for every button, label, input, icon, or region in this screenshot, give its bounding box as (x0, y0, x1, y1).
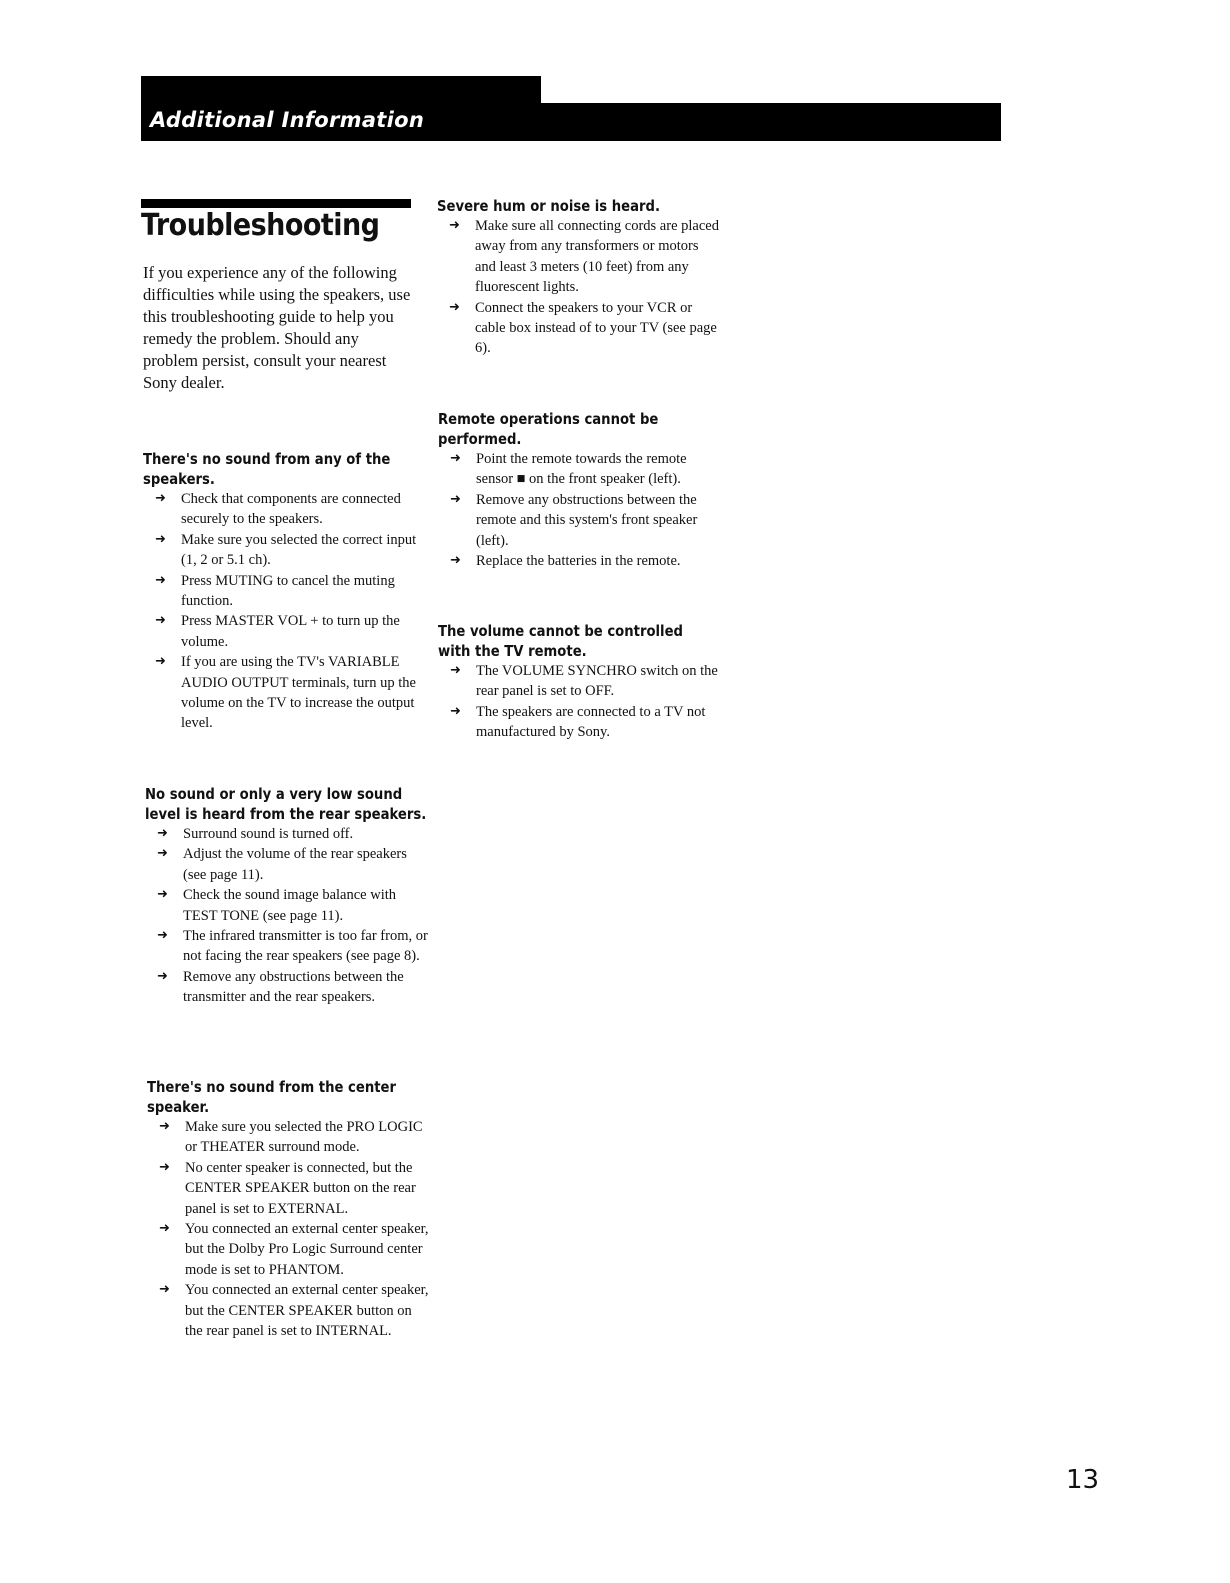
item-list (145, 824, 430, 1008)
list-item: ➜ Make sure you selected the PRO LOGIC or THEATER surround mode. (159, 1119, 423, 1156)
list-item: ➜ Remove any obstructions between the remote and this system's front speaker (left). (450, 491, 698, 549)
arrow-icon: ➜ (159, 1282, 170, 1298)
arrow-icon: ➜ (159, 1119, 170, 1134)
list-item: ➜ You connected an external center speaker, but the Dolby Pro Logic Surround center mode is set to PHANTOM. (159, 1221, 429, 1278)
section-tv-remote-volume (438, 621, 738, 743)
intro-paragraph: If you experience any of the following difficulties while using the speakers, use this troubleshooting guide to help you remedy the problem. Should any problem persist, consult your nearest Sony dealer. (143, 263, 411, 392)
section-remote-operations (438, 409, 723, 571)
section-no-center-sound (147, 1077, 432, 1341)
section-heading: No sound or only a very low sound level is heard from the rear speakers. (145, 785, 427, 823)
section-heading: There's no sound from the center speaker. (147, 1078, 397, 1116)
list-item: ➜ Check that components are connected securely to the speakers. (155, 491, 401, 528)
arrow-icon: ➜ (157, 826, 168, 841)
title-rule (141, 199, 411, 208)
list-item: ➜ The speakers are connected to a TV not manufactured by Sony. (450, 703, 706, 741)
section-hum-noise (437, 196, 722, 359)
list-item: ➜ Remove any obstructions between the transmitter and the rear speakers. (157, 968, 404, 1006)
arrow-icon: ➜ (450, 703, 461, 719)
list-item: ➜ Check the sound image balance with TEST TONE (see page 11). (157, 887, 397, 924)
arrow-icon: ➜ (159, 1159, 170, 1175)
arrow-icon: ➜ (155, 572, 166, 588)
section-heading: There's no sound from any of the speakers. (143, 450, 391, 488)
arrow-icon: ➜ (155, 531, 166, 547)
item-list (147, 1117, 432, 1341)
page-number: 13 (1066, 1465, 1100, 1495)
arrow-icon: ➜ (449, 218, 460, 233)
list-item: ➜ Press MASTER VOL + to turn up the volume. (155, 613, 400, 650)
arrow-icon: ➜ (157, 887, 168, 903)
list-item: ➜ Make sure you selected the correct input (1, 2 or 5.1 ch). (155, 531, 417, 569)
section-heading: Remote operations cannot be performed. (438, 410, 659, 448)
section-heading: The volume cannot be controlled with the TV remote. (438, 622, 683, 660)
list-item: ➜ Press MUTING to cancel the muting function. (155, 572, 395, 610)
list-item: ➜ Make sure all connecting cords are placed away from any transformers or motors and least 3 meters (10 feet) from any fluorescent lights. (449, 218, 719, 296)
arrow-icon: ➜ (449, 299, 460, 315)
section-low-rear-sound (145, 784, 430, 1008)
list-item: ➜ Point the remote towards the remote sensor ■ on the front speaker (left). (450, 451, 687, 488)
section-no-sound-any-speakers (143, 449, 428, 734)
header-tab-shape (141, 76, 541, 106)
arrow-icon: ➜ (450, 553, 461, 569)
arrow-icon: ➜ (155, 491, 166, 506)
item-list (438, 661, 738, 743)
header-title: Additional Information (150, 108, 425, 132)
list-item: ➜ Connect the speakers to your VCR or cable box instead of to your TV (see page 6). (449, 299, 717, 357)
item-list (438, 449, 723, 571)
arrow-icon: ➜ (450, 663, 461, 678)
arrow-icon: ➜ (155, 613, 166, 629)
list-item: ➜ If you are using the TV's VARIABLE AUDIO OUTPUT terminals, turn up the volume on the TV to increase the output level. (155, 654, 416, 732)
list-item: ➜ Replace the batteries in the remote. (438, 551, 723, 571)
list-item: ➜ The VOLUME SYNCHRO switch on the rear panel is set to OFF. (450, 663, 718, 700)
arrow-icon: ➜ (159, 1221, 170, 1237)
arrow-icon: ➜ (157, 846, 168, 862)
arrow-icon: ➜ (157, 928, 168, 944)
arrow-icon: ➜ (155, 654, 166, 670)
item-list (437, 216, 722, 359)
arrow-icon: ➜ (157, 968, 168, 984)
list-item: ➜ Surround sound is turned off. (145, 824, 430, 844)
item-list (143, 489, 428, 734)
arrow-icon: ➜ (450, 451, 461, 466)
list-item: ➜ Adjust the volume of the rear speakers (see page 11). (157, 846, 407, 883)
arrow-icon: ➜ (450, 491, 461, 507)
list-item: ➜ The infrared transmitter is too far from, or not facing the rear speakers (see page 8). (157, 928, 428, 965)
section-heading: Severe hum or noise is heard. (437, 197, 660, 215)
list-item: ➜ No center speaker is connected, but the CENTER SPEAKER button on the rear panel is set to EXTERNAL. (159, 1159, 416, 1217)
list-item: ➜ You connected an external center speaker, but the CENTER SPEAKER button on the rear panel is set to INTERNAL. (159, 1282, 429, 1340)
page-title: Troubleshooting (141, 208, 380, 243)
